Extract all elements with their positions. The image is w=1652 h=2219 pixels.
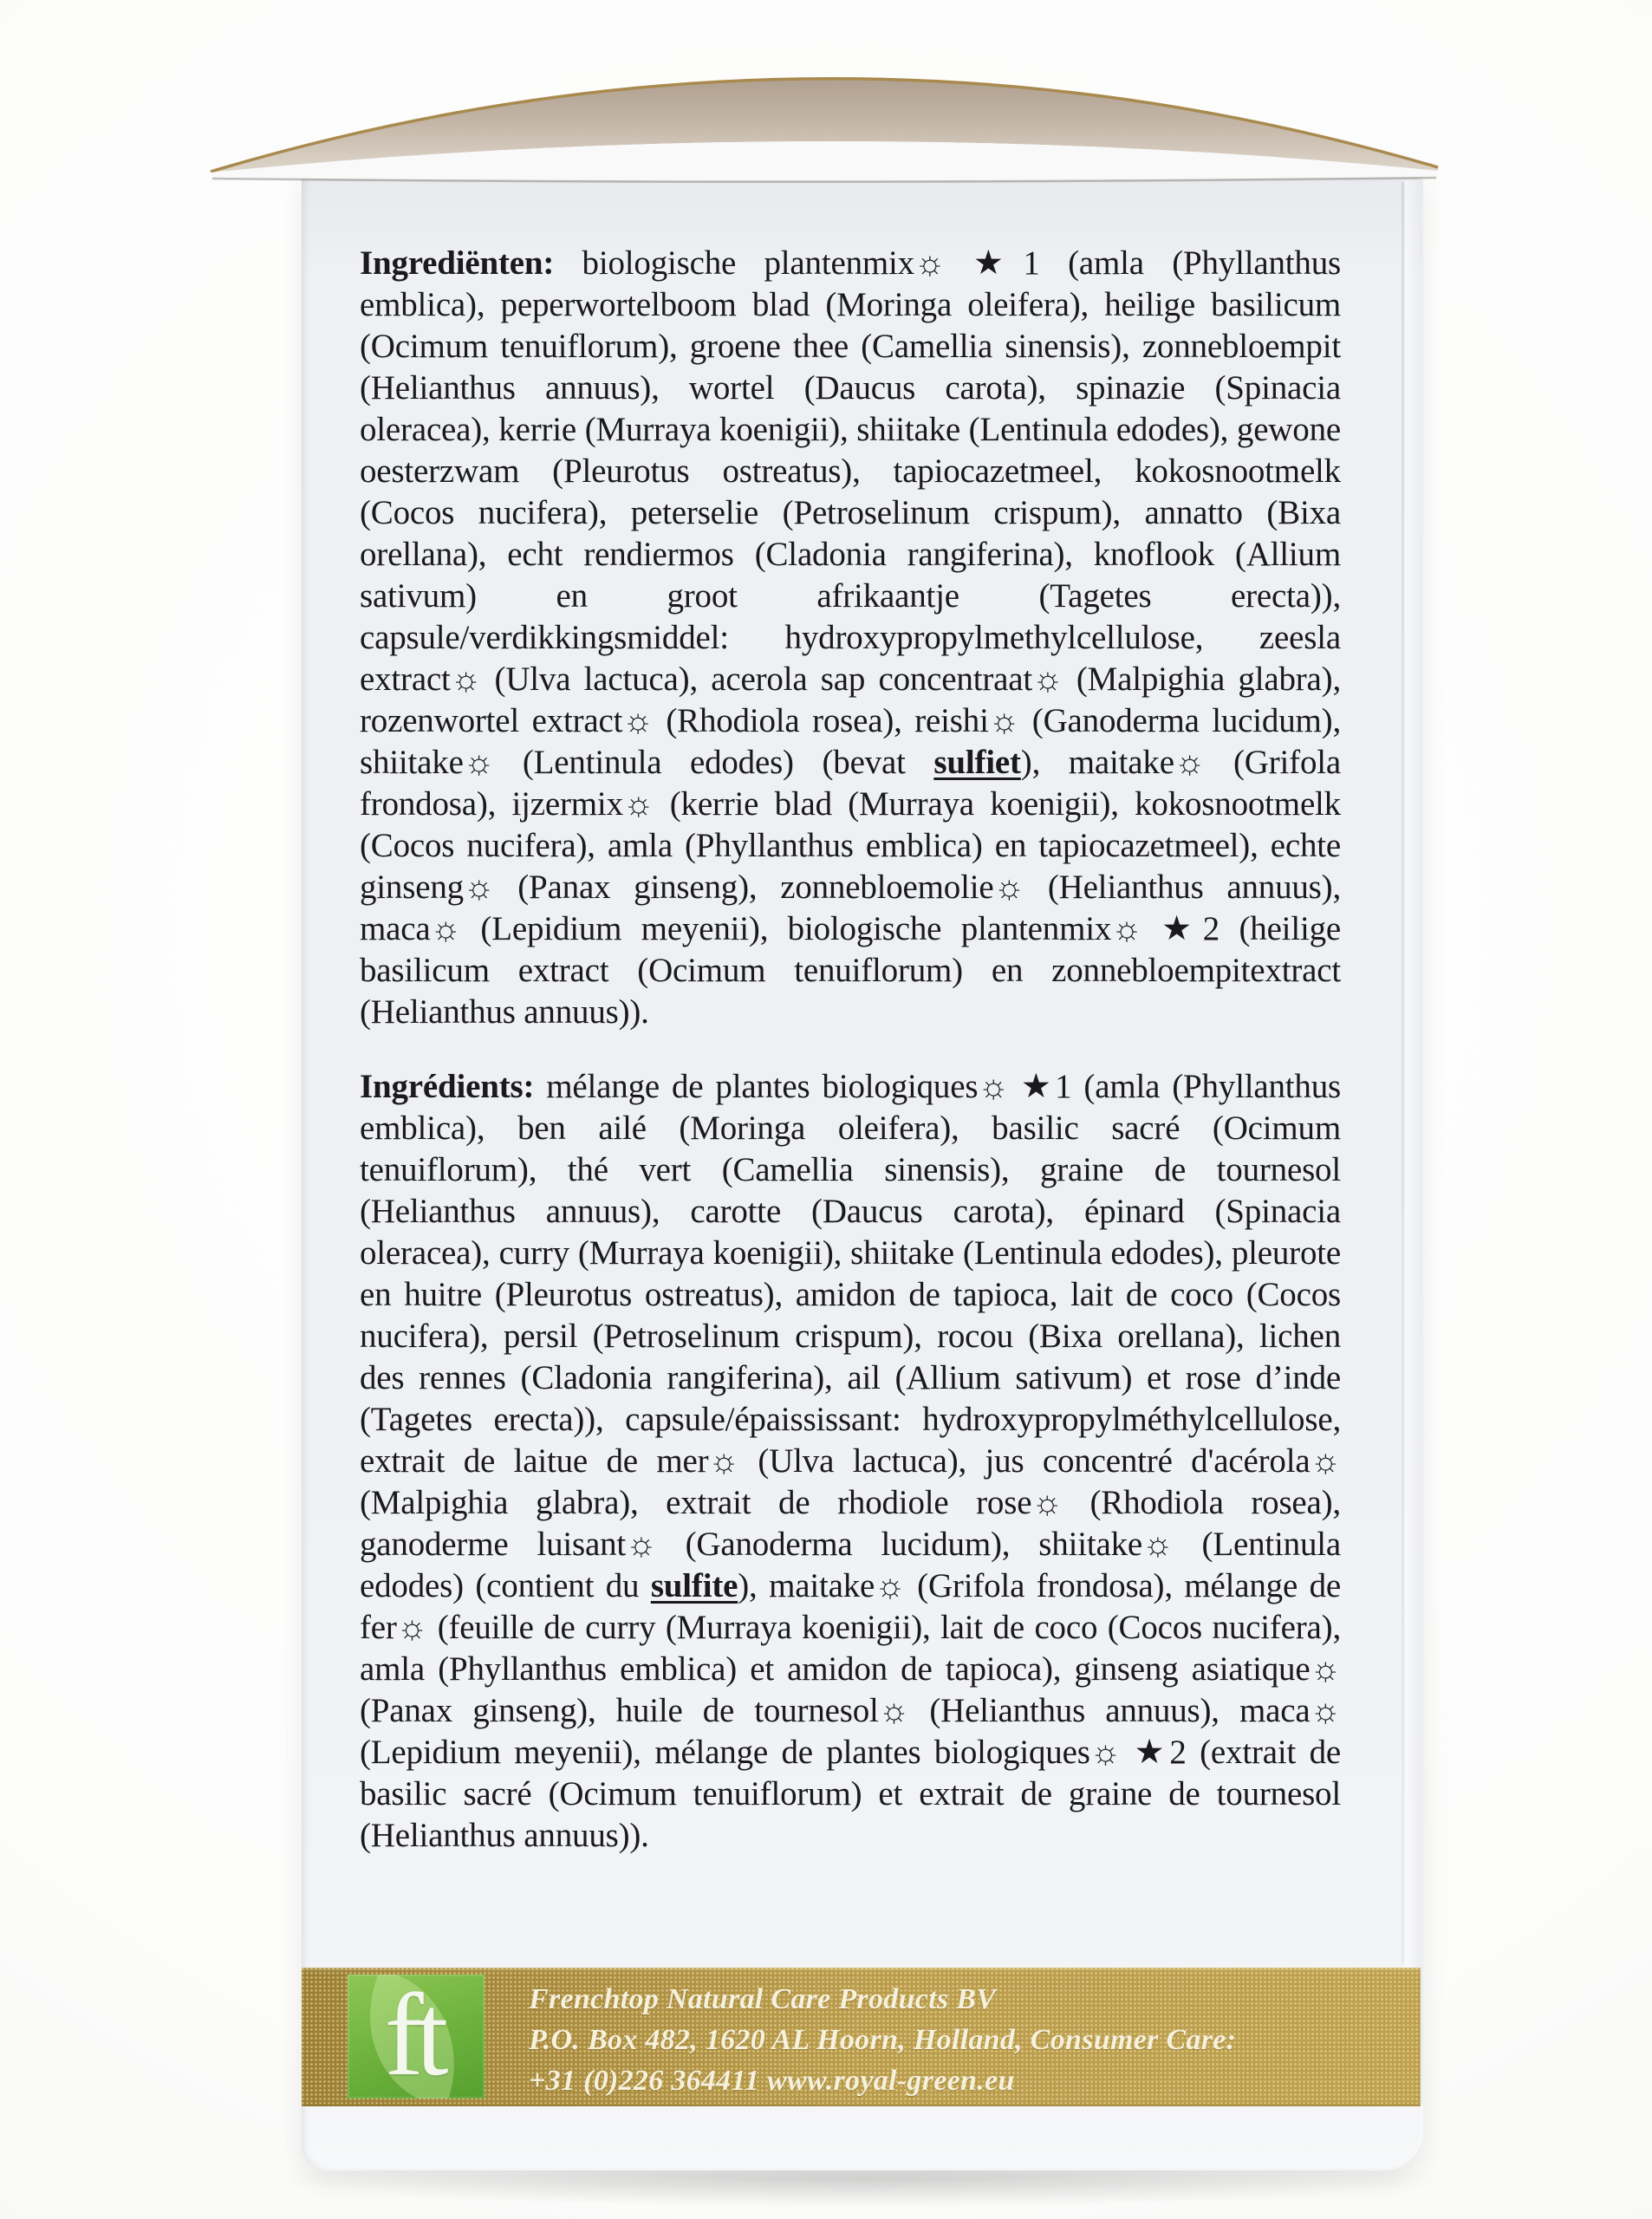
ft-logo-text: ft [384, 1975, 441, 2099]
ft-logo [348, 1975, 485, 2099]
flap-body [211, 79, 1438, 172]
ingredients-paragraph-french: Ingrédients: mélange de plantes biologiques☼ ★1 (amla (Phyllanthus emblica), ben ailé (Moringa oleifera), basilic sacré (Ocimum tenuiflorum), thé vert (Camellia sinensis), graine de tournesol (Helianthus annuus), carotte (Daucus carota), épinard (Spinacia oleracea), curry (Murraya koenigii), shiitake (Lentinula edodes), pleurote en huitre (Pleurotus ostreatus), amidon de tapioca, lait de coco (Cocos nucifera), persil (Petroselinum crispum), rocou (Bixa orellana), lichen des rennes (Cladonia rangiferina), ail (Allium sativum) et rose d’inde (Tagetes erecta)), capsule/épaississant: hydroxypropylméthylcellulose, extrait de laitue de mer☼ (Ulva lactuca), jus concentré d'acérola☼ (Malpighia glabra), extrait de rhodiole rose☼ (Rhodiola rosea), ganoderme luisant☼ (Ganoderma lucidum), shiitake☼ (Lentinula edodes) (contient du sulfite), maitake☼ (Grifola frondosa), mélange de fer☼ (feuille de curry (Murraya koenigii), lait de coco (Cocos nucifera), amla (Phyllanthus emblica) et amidon de tapioca), ginseng asiatique☼ (Panax ginseng), huile de tournesol☼ (Helianthus annuus), maca☼ (Lepidium meyenii), mélange de plantes biologiques☼ ★2 (extrait de basilic sacré (Ocimum tenuiflorum) et extrait de graine de tournesol (Helianthus annuus)). [360, 1068, 1341, 1854]
box-right-side-panel [1405, 180, 1423, 2105]
ingredients-text-block [360, 243, 1341, 1857]
box-right-fold-line [1402, 182, 1404, 1962]
flap-gold-rim [211, 79, 1438, 172]
footer-address-line: P.O. Box 482, 1620 AL Hoorn, Holland, Consumer Care: [529, 2024, 1237, 2056]
footer-banner [302, 1968, 1421, 2106]
ingredients-paragraph-dutch: Ingrediënten: biologische plantenmix☼ ★1 (amla (Phyllanthus emblica), peperwortelboom blad (Moringa oleifera), heilige basilicum (Ocimum tenuiflorum), groene thee (Camellia sinensis), zonnebloempit (Helianthus annuus), wortel (Daucus carota), spinazie (Spinacia oleracea), kerrie (Murraya koenigii), shiitake (Lentinula edodes), gewone oesterzwam (Pleurotus ostreatus), tapiocazetmeel, kokosnootmelk (Cocos nucifera), peterselie (Petroselinum crispum), annatto (Bixa orellana), echt rendiermos (Cladonia rangiferina), knoflook (Allium sativum) en groot afrikaantje (Tagetes erecta)), capsule/verdikkingsmiddel: hydroxypropylmethylcellulose, zeesla extract☼ (Ulva lactuca), acerola sap concentraat☼ (Malpighia glabra), rozenwortel extract☼ (Rhodiola rosea), reishi☼ (Ganoderma lucidum), shiitake☼ (Lentinula edodes) (bevat sulfiet), maitake☼ (Grifola frondosa), ijzermix☼ (kerrie blad (Murraya koenigii), kokosnootmelk (Cocos nucifera), amla (Phyllanthus emblica) en tapiocazetmeel), echte ginseng☼ (Panax ginseng), zonnebloemolie☼ (Helianthus annuus), maca☼ (Lepidium meyenii), biologische plantenmix☼ ★2 (heilige basilicum extract (Ocimum tenuiflorum) en zonnebloempitextract (Helianthus annuus)). [360, 244, 1341, 1031]
product-box-front-panel [302, 177, 1423, 2170]
footer-company-line: Frenchtop Natural Care Products BV [529, 1983, 997, 2015]
footer-text-block [529, 1979, 1236, 2101]
flap-white-edge [211, 141, 1438, 180]
footer-contact-line: +31 (0)226 364411 www.royal-green.eu [529, 2065, 1015, 2097]
